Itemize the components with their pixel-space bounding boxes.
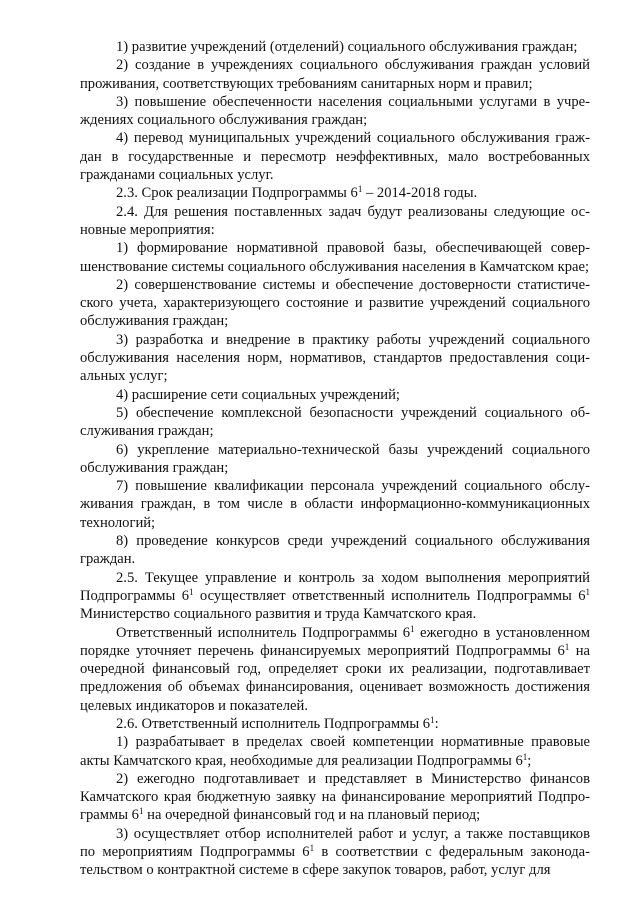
paragraph: 3) повышение обеспеченности населения социальными услугами в учреждениях социального обслуживания граждан;	[80, 93, 590, 129]
paragraph: 3) разработка и внедрение в практику работы учреждений социального обслуживания населения норм, нормативов, стандартов предоставления социальных услуг;	[80, 331, 590, 385]
paragraph: 2.6. Ответственный исполнитель Подпрограммы $6^1$:	[116, 714, 439, 732]
paragraph: Ответственный исполнитель Подпрограммы $6^1$ ежегодно в установленном порядке уточняет перечень финансируемых мероприятий Подпрограммы $6^1$ на очередной финансовый год, определяет сроки их реализации, подготавливает предложения об объемах финансирования, оценивает возможность достижения целевых индикаторов и показателей.	[80, 623, 591, 714]
paragraph: 2) ежегодно подготавливает и представляет в Министерство финансов Камчатского края бюджетную заявку на финансирование мероприятий Подпрограммы $6^1$ на очередной финансовый год и на плановый период;	[80, 770, 590, 824]
paragraph: 1) разрабатывает в пределах своей компетенции нормативные правовые акты Камчатского края, необходимые для реализации Подпрограммы $6^1$;	[80, 734, 590, 769]
paragraph: 6) укрепление материально-технической базы учреждений социального обслуживания граждан;	[80, 441, 590, 476]
paragraph: 4) перевод муниципальных учреждений социального обслуживания граждан в государственные и пересмотр неэффективных, мало востребованных гражданами социальных услуг.	[80, 130, 590, 184]
paragraph: 8) проведение конкурсов среди учреждений социального обслуживания граждан.	[80, 533, 590, 568]
paragraph: 1) формирование нормативной правовой базы, обеспечивающей совершенствование системы социального обслуживания населения в Камчатском крае;	[80, 240, 590, 275]
paragraph: 7) повышение квалификации персонала учреждений социального обслуживания граждан, в том числе в области информационно-коммуникационных технологий;	[80, 478, 590, 531]
paragraph: 5) обеспечение комплексной безопасности учреждений социального обслуживания граждан;	[80, 404, 590, 440]
paragraph: 4) расширение сети социальных учреждений;	[116, 386, 400, 403]
paragraph: 2) создание в учреждениях социального обслуживания граждан условий проживания, соответствующих требованиям санитарных норм и правил;	[80, 57, 590, 92]
paragraph: 3) осуществляет отбор исполнителей работ и услуг, а также поставщиков по мероприятиям Подпрограммы $6^1$ в соответствии с федеральным законодательством о контрактной системе в сфере закупок товаров, работ, услуг для	[80, 825, 590, 879]
paragraph: 2) совершенствование системы и обеспечение достоверности статистического учета, характеризующего состояние и развитие учреждений социального обслуживания граждан;	[80, 276, 590, 330]
paragraph: 2.4. Для решения поставленных задач будут реализованы следующие основные мероприятия:	[80, 203, 590, 238]
paragraph: 1) развитие учреждений (отделений) социального обслуживания граждан;	[116, 39, 578, 55]
paragraph: 2.5. Текущее управление и контроль за ходом выполнения мероприятий Подпрограммы $6^1$ осуществляет ответственный исполнитель Подпрограммы $6^1$ Министерство социального развития и труда Камчатского края.	[80, 569, 590, 623]
paragraph: 2.3. Срок реализации Подпрограммы $6^1 - 2014-2018$ годы.	[116, 184, 478, 202]
